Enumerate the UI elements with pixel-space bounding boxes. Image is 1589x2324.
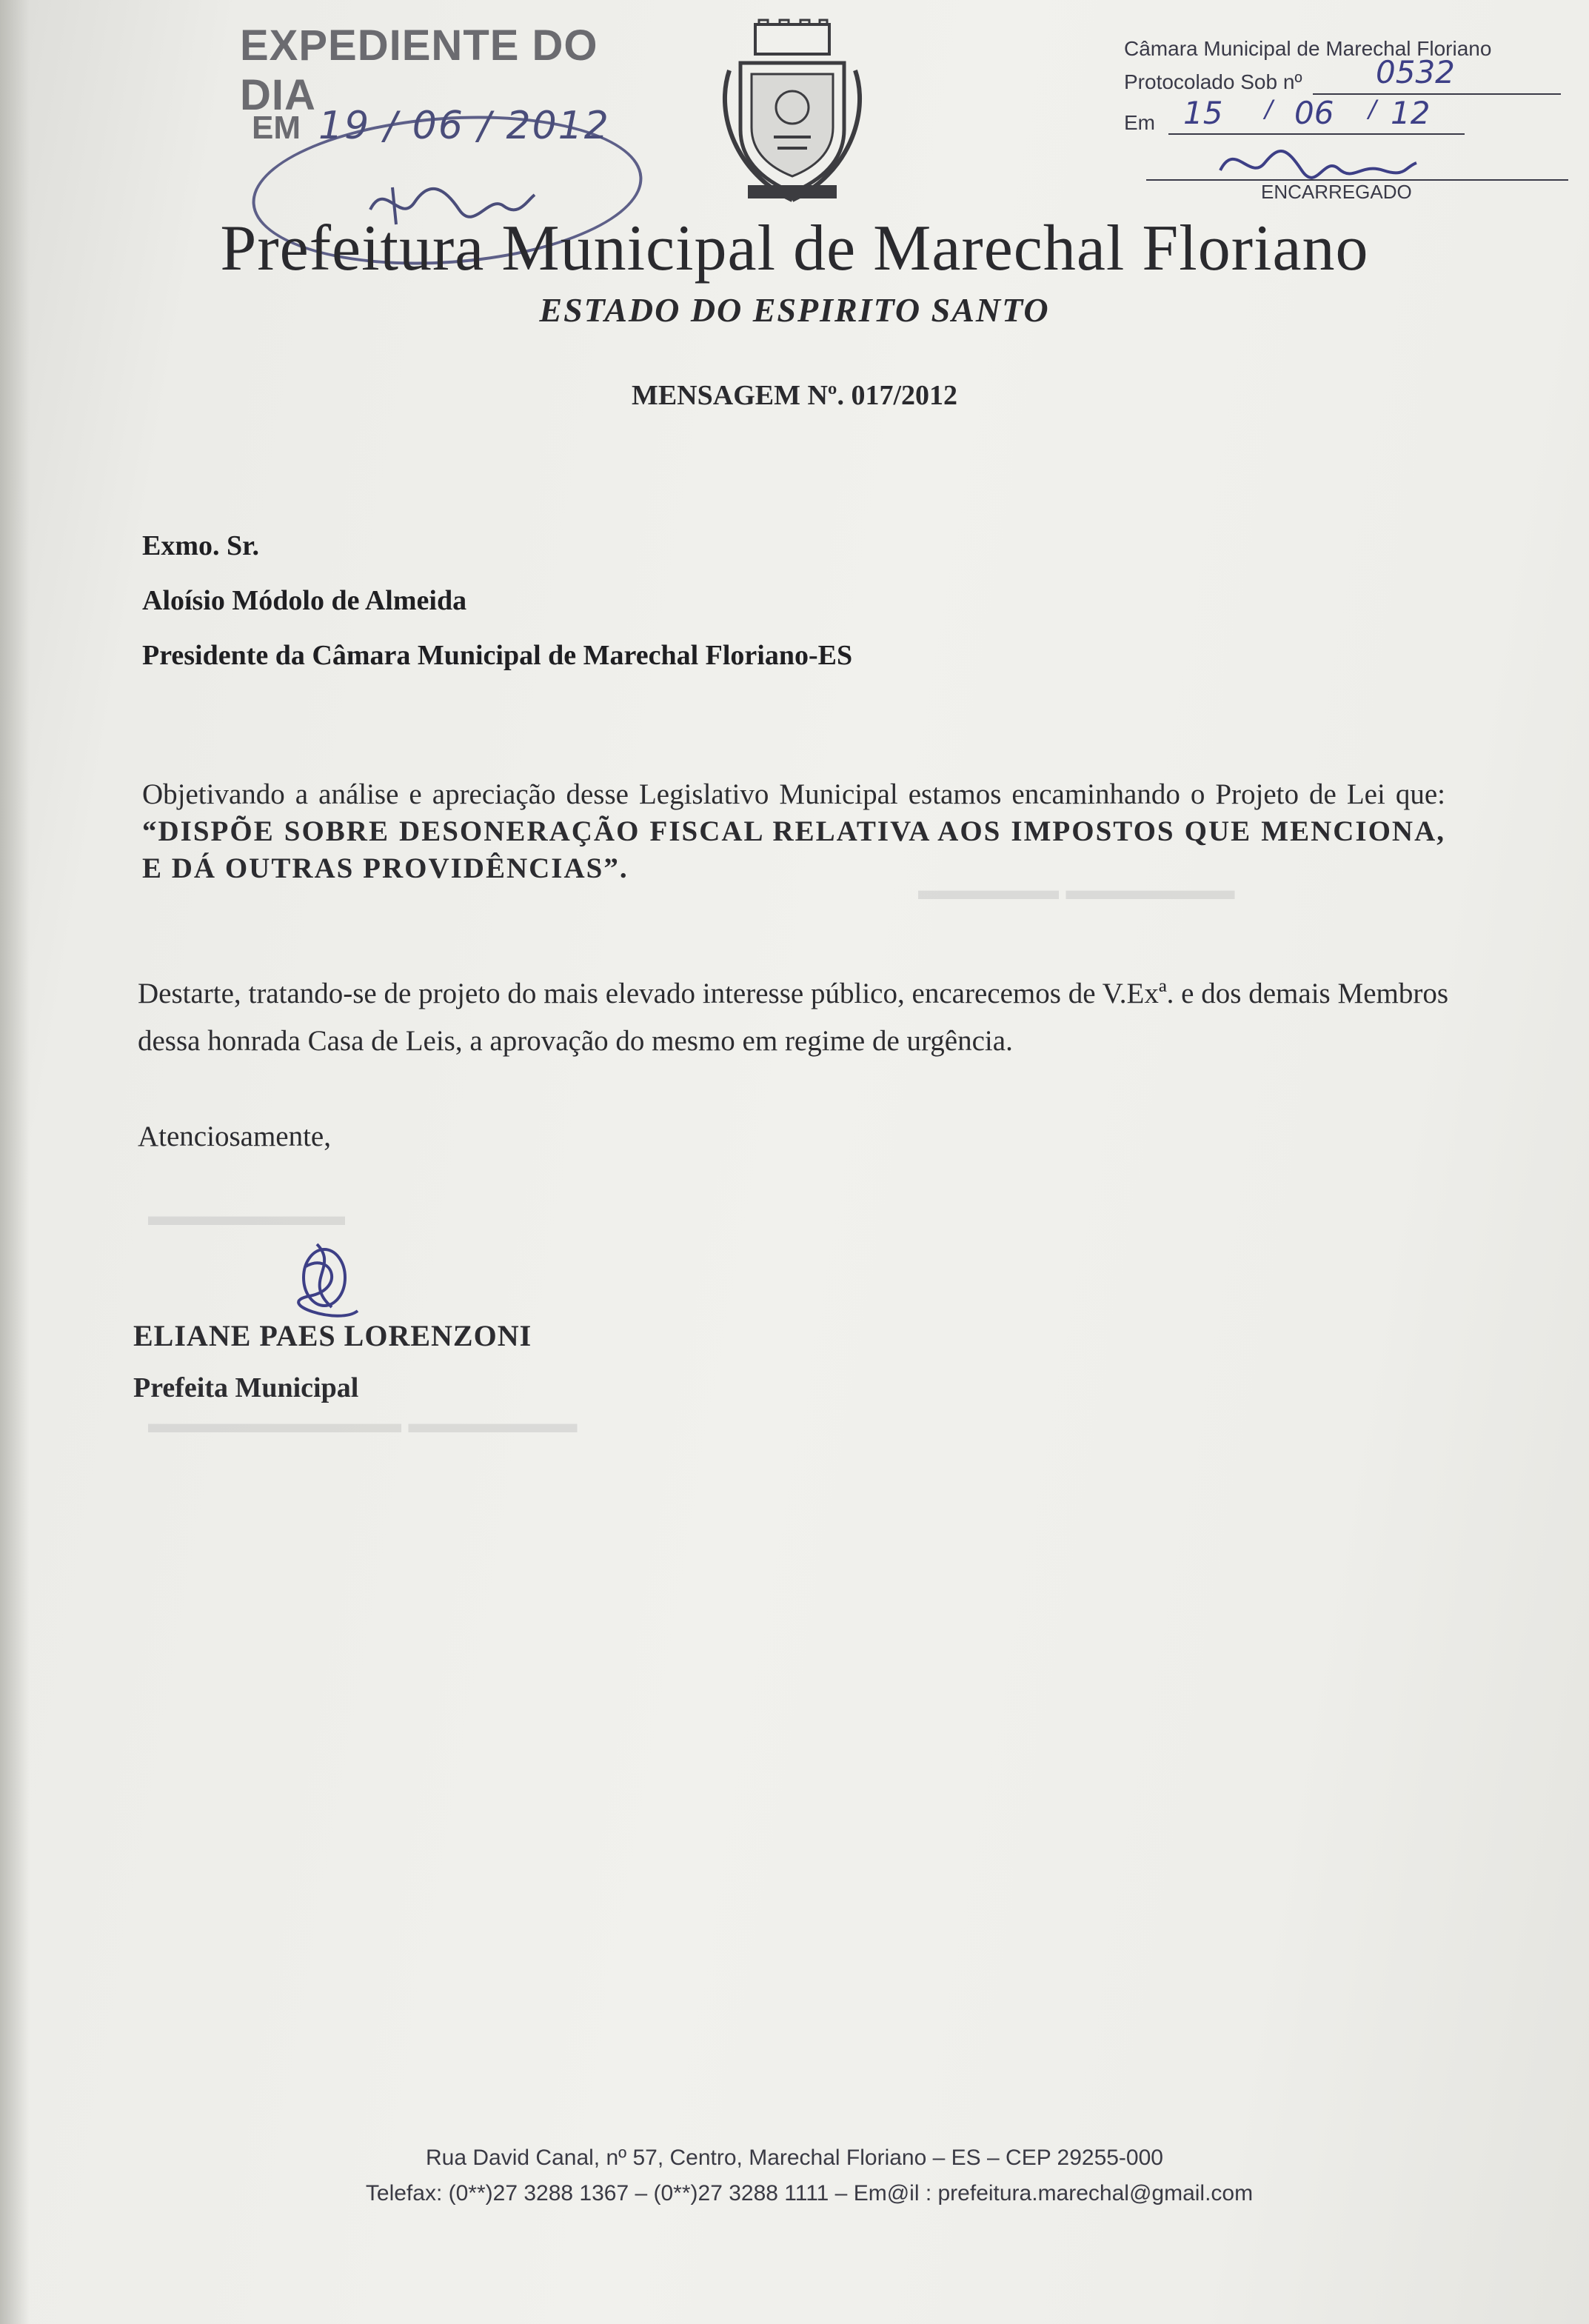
protocol-date-day: 15	[1183, 95, 1223, 131]
protocol-signature-scribble	[1213, 141, 1420, 185]
protocol-number-underline	[1313, 93, 1561, 95]
addressee-salutation: Exmo. Sr.	[142, 530, 260, 561]
closing-greeting: Atenciosamente,	[138, 1121, 331, 1152]
bill-subject: “DISPÕE SOBRE DESONERAÇÃO FISCAL RELATIVA AOS IMPOSTOS QUE MENCIONA, E DÁ OUTRAS PROVIDÊNCIAS”.	[142, 815, 1445, 884]
bleed-through-text: ▬▬▬▬▬ ▬▬▬▬▬▬	[918, 875, 1235, 906]
municipality-title: Prefeitura Municipal de Marechal Floriano	[220, 213, 1369, 284]
footer-address: Rua David Canal, nº 57, Centro, Marechal Floriano – ES – CEP 29255-000	[426, 2146, 1163, 2170]
message-number: MENSAGEM Nº. 017/2012	[631, 380, 958, 411]
protocol-date-row: Em 15 / 06 / 12	[1124, 95, 1431, 134]
addressee-block	[142, 518, 1179, 683]
expediente-stamp-title: EXPEDIENTE DO DIA	[240, 21, 598, 119]
protocol-date-underline	[1168, 133, 1465, 135]
protocol-date-year: 12	[1391, 95, 1431, 131]
coat-of-arms-emblem	[715, 19, 870, 207]
addressee-name: Aloísio Módolo de Almeida	[142, 585, 467, 616]
state-subtitle: ESTADO DO ESPIRITO SANTO	[539, 291, 1050, 329]
signatory-name: ELIANE PAES LORENZONI	[133, 1319, 532, 1352]
protocol-em-label: Em	[1124, 111, 1155, 134]
body-paragraph-2: Destarte, tratando-se de projeto do mais elevado interesse público, encarecemos de V.Exª. e dos demais Membros dessa honrada Casa de Leis, a aprovação do mesmo em regime de urgência.	[138, 978, 1448, 1057]
protocol-date-month: 06	[1294, 95, 1334, 131]
body-paragraph-1-intro: Objetivando a análise e apreciação desse Legislativo Municipal estamos encaminhando o Projeto de Lei que:	[142, 778, 1445, 810]
protocol-number-row	[1124, 54, 1455, 94]
protocol-number-label: Protocolado Sob nº	[1124, 70, 1302, 93]
expediente-stamp	[237, 21, 681, 243]
page-edge-shadow	[0, 0, 30, 2324]
letterhead-footer	[0, 2140, 1589, 2211]
protocol-chamber-name: Câmara Municipal de Marechal Floriano	[1124, 37, 1492, 60]
protocol-encarregado-label: ENCARREGADO	[1261, 181, 1412, 203]
signatory-role: Prefeita Municipal	[133, 1372, 359, 1403]
bleed-through-text: ▬▬▬▬▬▬▬	[148, 1201, 345, 1232]
expediente-handwritten-date: 19 / 06 / 2012	[318, 104, 610, 148]
footer-contact: Telefax: (0**)27 3288 1367 – (0**)27 3288 1111 – Em@il : prefeitura.marechal@gmail.com	[365, 2181, 1254, 2206]
addressee-position: Presidente da Câmara Municipal de Marechal Floriano-ES	[142, 640, 853, 671]
protocol-stamp	[1124, 37, 1576, 207]
body-paragraph-1	[142, 776, 1445, 887]
protocol-number-value: 0532	[1376, 54, 1455, 90]
expediente-em-label: EM	[252, 110, 301, 146]
bleed-through-text: ▬▬▬▬▬▬▬▬▬ ▬▬▬▬▬▬	[148, 1408, 578, 1439]
